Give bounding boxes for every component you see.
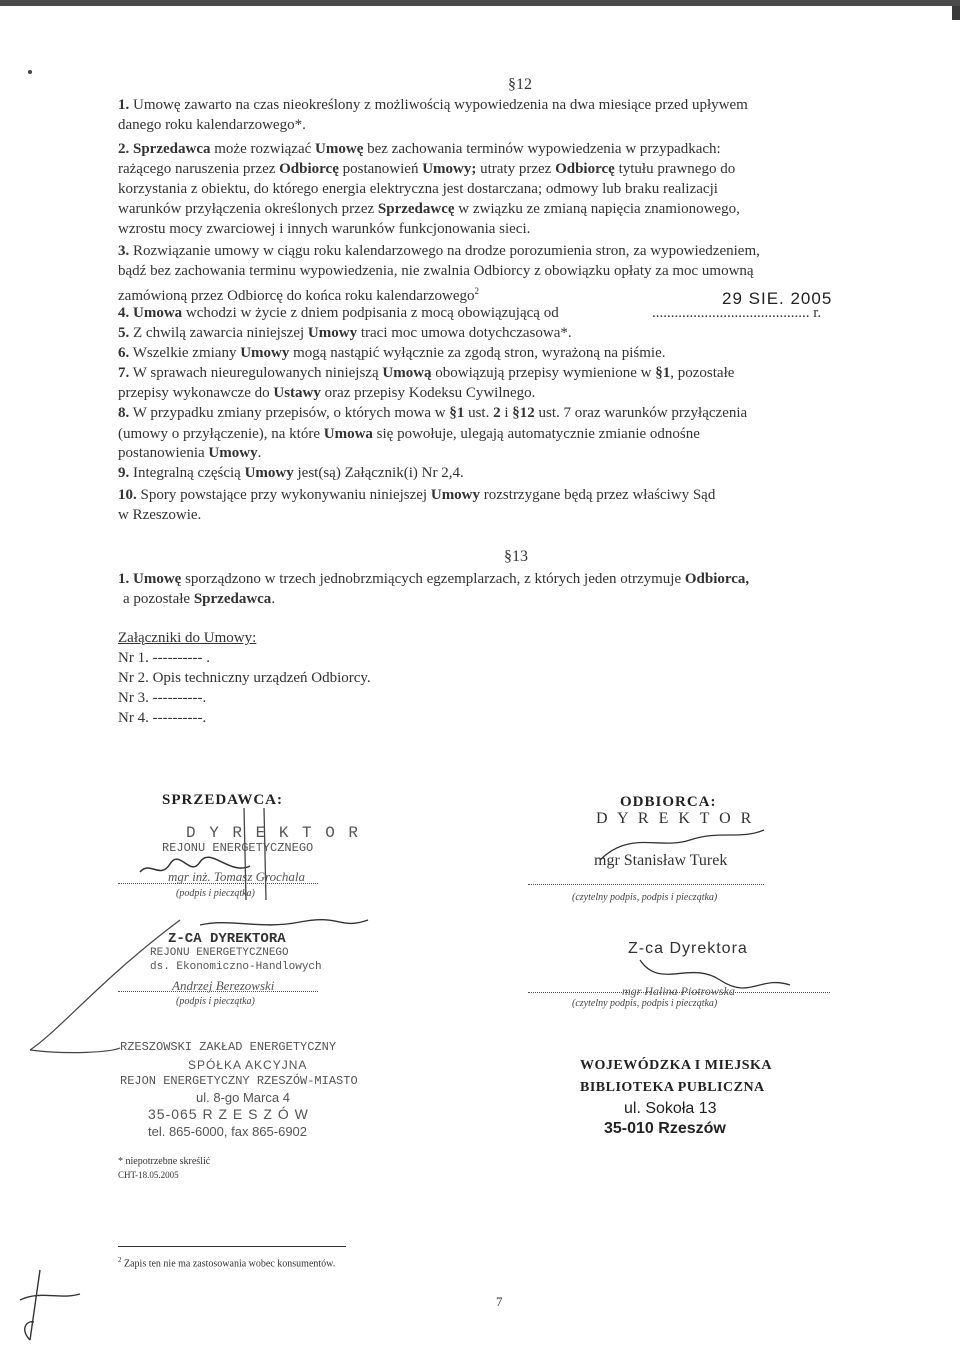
s12-p10-line2: w Rzeszowie. (118, 507, 202, 523)
bold-term: Umowa (323, 426, 373, 442)
initials-mark (20, 1270, 80, 1340)
seller-stamp-deputy-dept: ds. Ekonomiczno-Handlowych (150, 961, 322, 973)
buyer-caption: (czytelny podpis, podpis i pieczątka) (572, 892, 718, 903)
s12-p6-num: 6. (118, 345, 130, 361)
buyer-title: ODBIORCA: (620, 794, 717, 810)
bold-term: Sprzedawca (193, 591, 272, 607)
seller-stamp-deputy: Z-CA DYREKTORA (168, 931, 286, 947)
s12-p10-num: 10. (118, 487, 137, 503)
text-run: r. (809, 305, 822, 321)
text-run: traci moc umowa dotychczasowa*. (357, 325, 572, 341)
annex-title: Załączniki do Umowy: (118, 630, 257, 646)
seller-stamp-director: D Y R E K T O R (186, 824, 361, 842)
seller-signature-name-2: Andrzej Berezowski (172, 978, 275, 993)
bold-term: Odbiorcę (555, 161, 615, 177)
buyer-stamp-deputy: Z-ca Dyrektora (628, 940, 748, 957)
text-run: rażącego naruszenia przez (118, 161, 280, 177)
text-run: Integralną częścią (133, 465, 245, 481)
bold-term: Umowy (430, 487, 481, 503)
bold-term: Umowy (240, 345, 290, 361)
bold-term: Umowy (208, 445, 258, 461)
seller-caption: (podpis i pieczątka) (176, 888, 255, 899)
s12-p2-num: 2. (118, 141, 130, 157)
company-stamp-line6: tel. 865-6000, fax 865-6902 (148, 1124, 308, 1139)
footnote-number: 2 (118, 1256, 122, 1264)
seller-stamp-frame (244, 808, 246, 900)
buyer-signature-name-2: mgr Halina Piotrowska (622, 984, 735, 998)
text-run: warunków przyłączenia określonych przez (118, 201, 378, 217)
star-note: * niepotrzebne skreślić (118, 1156, 211, 1167)
text-run: Rozwiązanie umowy w ciągu roku kalendarzowego na drodze porozumienia stron, za wypowiedzeniem, (133, 243, 760, 259)
bold-term: Umowy (244, 465, 294, 481)
text-run: może rozwiązać (210, 141, 316, 157)
company-stamp-line1: RZESZOWSKI ZAKŁAD ENERGETYCZNY (120, 1040, 337, 1054)
library-stamp-line2: BIBLIOTEKA PUBLICZNA (580, 1080, 765, 1095)
company-stamp-line4: ul. 8-go Marca 4 (196, 1090, 290, 1105)
text-run: jest(są) Załącznik(i) Nr 2,4. (293, 465, 464, 481)
text-run: (umowy o przyłączenie), na które (118, 426, 324, 442)
text-run: wchodzi w życie z dniem podpisania z mocą obowiązującą od (182, 305, 559, 321)
seller-stamp-frame (264, 808, 266, 900)
section-12-heading: §12 (508, 76, 532, 93)
text-run: ust. 7 oraz warunków przyłączenia (534, 405, 748, 421)
text-run: obowiązują przepisy wymienione w (431, 365, 656, 381)
s12-p9-num: 9. (118, 465, 130, 481)
buyer-caption-2: (czytelny podpis, podpis i pieczątka) (572, 998, 718, 1009)
s13-p1-num: 1. (118, 571, 130, 587)
bold-term: Umowę (315, 141, 364, 157)
bold-term: 2 (493, 405, 501, 421)
annex-item: Nr 4. ----------. (118, 710, 207, 726)
company-stamp-line5: 35-065 R Z E S Z Ó W (148, 1106, 309, 1122)
text-run: W przypadku zmiany przepisów, o których mowa w (132, 405, 450, 421)
annex-item: Nr 2. Opis techniczny urządzeń Odbiorcy. (118, 670, 371, 686)
s12-p4-num: 4. (118, 305, 130, 321)
text-run: przepisy wykonawcze do (118, 385, 274, 401)
text-run: bez zachowania terminów wypowiedzenia w przypadkach: (363, 141, 721, 157)
text-run: w związku ze zmianą napięcia znamionowego, (454, 201, 740, 217)
seller-signature-sweep (30, 920, 180, 1053)
library-stamp-line1: WOJEWÓDZKA I MIEJSKA (580, 1058, 773, 1073)
section-13-heading: §13 (504, 548, 528, 565)
footnote-text: Zapis ten nie ma zastosowania wobec konsumentów. (124, 1258, 336, 1270)
text-run: postanowienia (118, 445, 209, 461)
bold-term: Sprzedawca (133, 141, 211, 157)
text-run: Wszelkie zmiany (132, 345, 241, 361)
s12-p2-line3: korzystania z obiektu, do którego energia elektryczna jest dostarczana; odmowy lub braku realizacji (118, 181, 718, 197)
date-stamp: 29 SIE. 2005 (722, 289, 833, 308)
seller-title: SPRZEDAWCA: (162, 792, 284, 808)
s12-p1-text: Umowę zawarto na czas nieokreślony z możliwością wypowiedzenia na dwa miesiące przed upływem (133, 97, 748, 113)
bold-term: Ustawy (273, 385, 321, 401)
bold-term: §12 (512, 405, 535, 421)
s12-p1-num: 1. (118, 97, 130, 113)
company-stamp-line3: REJON ENERGETYCZNY RZESZÓW-MIASTO (120, 1074, 358, 1088)
text-run: sporządzono w trzech jednobrzmiących egzemplarzach, z których jeden otrzymuje (181, 571, 685, 587)
text-run: utraty przez (476, 161, 556, 177)
text-run: a pozostałe (123, 591, 194, 607)
seller-signature-name: mgr inż. Tomasz Grochala (168, 869, 306, 884)
seller-signature-stroke (140, 857, 250, 872)
bold-term: §1 (655, 365, 671, 381)
seller-caption-2: (podpis i pieczątka) (176, 996, 255, 1007)
s12-p1-line2: danego roku kalendarzowego*. (118, 117, 306, 133)
bold-term: Umowę (133, 571, 182, 587)
text-run: oraz przepisy Kodeksu Cywilnego. (320, 385, 536, 401)
bold-term: §1 (449, 405, 465, 421)
annex-item: Nr 3. ----------. (118, 690, 207, 706)
text-run: , pozostałe (670, 365, 735, 381)
company-stamp-line2: SPÓŁKA AKCYJNA (188, 1058, 308, 1072)
document-code: CHT-18.05.2005 (118, 1170, 179, 1180)
bold-term: Umowy (307, 325, 358, 341)
text-run: się powołuje, ulegają automatycznie zmianie odnośne (372, 426, 700, 442)
bold-term: Umowy; (422, 161, 477, 177)
text-run: tytułu prawnego do (614, 161, 736, 177)
text-run: rozstrzygane będą przez właściwy Sąd (480, 487, 716, 503)
annex-item: Nr 1. ---------- . (118, 650, 211, 666)
text-run: . (257, 445, 262, 461)
bold-term: Sprzedawcę (377, 201, 455, 217)
bold-term: Umową (382, 365, 432, 381)
text-run: postanowień (338, 161, 423, 177)
s12-p8-num: 8. (118, 405, 130, 421)
seller-stamp-region: REJONU ENERGETYCZNEGO (162, 841, 314, 855)
buyer-stamp-director: D Y R E K T O R (596, 810, 755, 827)
text-run: . (271, 591, 276, 607)
bold-term: Umowa (133, 305, 183, 321)
buyer-signature-stroke (600, 830, 764, 860)
text-run: W sprawach nieuregulowanych niniejszą (132, 365, 383, 381)
s12-p7-num: 7. (118, 365, 130, 381)
seller-stamp-deputy-region: REJONU ENERGETYCZNEGO (150, 947, 289, 959)
text-run: Z chwilą zawarcia niniejszej (133, 325, 308, 341)
buyer-deputy-stroke (640, 960, 790, 988)
page-number: 7 (496, 1294, 503, 1309)
footnote-ref: 2 (474, 286, 480, 296)
bold-term: Odbiorcę (279, 161, 339, 177)
library-stamp-line3: ul. Sokoła 13 (624, 1100, 717, 1117)
text-run: ust. (464, 405, 494, 421)
text-run: Spory powstające przy wykonywaniu niniejszej (140, 487, 431, 503)
seller-deputy-stroke (200, 920, 368, 925)
text-run: mogą nastąpić wyłącznie za zgodą stron, wyrażoną na piśmie. (289, 345, 666, 361)
s12-p3-num: 3. (118, 243, 130, 259)
text-run: i (500, 405, 513, 421)
bold-term: Odbiorca, (684, 571, 750, 587)
dotted-blank: .......................................... (652, 305, 810, 321)
buyer-signature-name: mgr Stanisław Turek (594, 852, 728, 869)
s12-p3-line2: bądź bez zachowania terminu wypowiedzenia, nie zwalnia Odbiorcy z obowiązku opłaty za moc umowną (118, 263, 754, 279)
text-run: zamówioną przez Odbiorcę do końca roku kalendarzowego (118, 288, 475, 304)
library-stamp-line4: 35-010 Rzeszów (604, 1120, 726, 1137)
s12-p5-num: 5. (118, 325, 130, 341)
s12-p2-line5: wzrostu mocy zwarciowej i innych warunków funkcjonowania sieci. (118, 221, 531, 237)
